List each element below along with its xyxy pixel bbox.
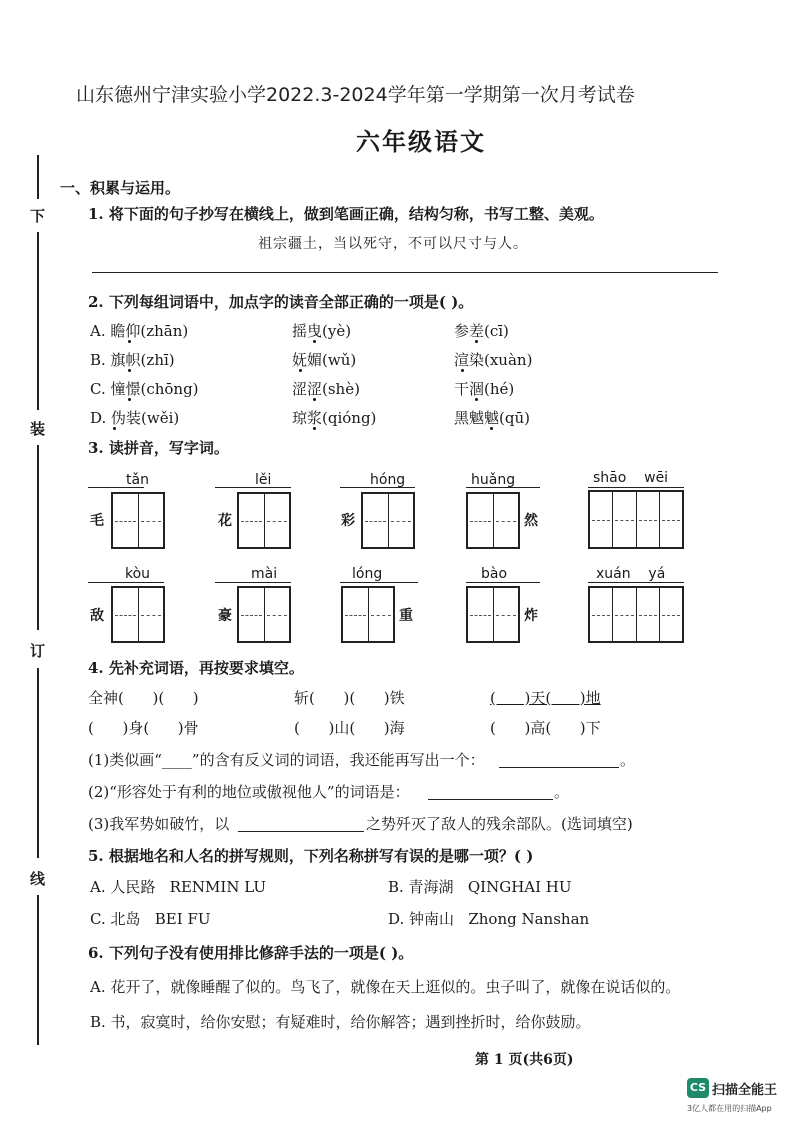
q4-sub2-blank[interactable] [428,799,553,800]
scanner-brand: 扫描全能王 [712,1083,778,1098]
q5-stem: 5. 根据地名和人名的拼写规则，下列名称拼写有误的是哪一项？( ) [88,847,534,865]
q6-option-b: B. 书，寂寞时，给你安慰；有疑难时，给你解答；遇到挫折时，给你鼓励。 [90,1013,591,1031]
binding-line-2 [37,445,39,630]
char-grid[interactable] [588,490,684,549]
q4-stem: 4. 先补充词语，再按要求填空。 [88,659,304,677]
pinyin-line [588,582,684,583]
emphasis-dot [475,398,478,401]
q2-a-1: A. 瞻仰(zhān) [90,322,189,340]
q2-c-1: C. 憧憬(chōng) [90,380,199,398]
pinyin-label: hóng [370,472,406,488]
pinyin-label: mài [251,566,278,582]
q4-word: ( )高( )下 [490,719,601,737]
char-grid[interactable] [341,586,395,643]
margin-label-bind: 装 [30,420,46,438]
subject-title: 六年级语文 [356,127,486,156]
q3-char: 敌 [90,608,104,624]
emphasis-dot [313,340,316,343]
q4-sub1-blank[interactable] [499,767,619,768]
q4-sub2: (2)“形容处于有利的地位或傲视他人”的词语是： [88,783,410,801]
q2-d-2: 琼浆(qióng) [292,409,377,427]
emphasis-dot [475,340,478,343]
q3-char: 重 [399,608,413,624]
pinyin-line [88,582,164,583]
q6-option-a: A. 花开了，就像睡醒了似的。鸟飞了，就像在天上逛似的。虫子叫了，就像在说话似的。 [90,978,681,996]
emphasis-dot [113,427,116,430]
q4-word: 全神( )( ) [88,689,199,707]
q1-sentence: 祖宗疆土，当以死守，不可以尺寸与人。 [258,236,528,252]
binding-line-top [37,155,39,199]
pinyin-label: lóng [352,566,383,582]
scanner-slogan: 3亿人都在用的扫描App [687,1104,772,1113]
q2-b-3: 渲染(xuàn) [454,351,533,369]
pinyin-label: bào [481,566,508,582]
q4-sub1-end: 。 [620,751,636,769]
emphasis-dot [461,369,464,372]
exam-title: 山东德州宁津实验小学2022.3-2024学年第一学期第一次月考试卷 [76,84,635,106]
section-heading: 一、积累与运用。 [60,179,181,197]
char-grid[interactable] [466,492,520,549]
q3-char: 毛 [90,513,104,529]
q3-char: 花 [218,513,232,529]
q5-option-d: D. 钟南山 Zhong Nanshan [388,910,590,928]
char-grid[interactable] [466,586,520,643]
q4-word: 斩( )( )铁 [294,689,405,707]
q3-char: 豪 [218,608,232,624]
binding-line-4 [37,895,39,1045]
pinyin-label: tǎn [126,472,149,488]
pinyin-label: xuán yá [596,566,666,582]
q2-a-2: 摇曳(yè) [292,322,352,340]
q6-stem: 6. 下列句子没有使用排比修辞手法的一项是( )。 [88,944,414,962]
q2-d-1: D. 伪装(wěi) [90,409,180,427]
pinyin-line [466,582,540,583]
q2-b-1: B. 旗帜(zhī) [90,351,175,369]
q3-stem: 3. 读拼音，写字词。 [88,439,229,457]
char-grid[interactable] [111,586,165,643]
emphasis-dot [490,427,493,430]
q2-c-3: 干涸(hé) [454,380,515,398]
pinyin-line [588,487,684,488]
pinyin-line [215,582,291,583]
q2-c-2: 涩涩(shè) [292,380,360,398]
q2-stem: 2. 下列每组词语中，加点字的读音全部正确的一项是( )。 [88,293,474,311]
char-grid[interactable] [588,586,684,643]
q3-char: 炸 [524,608,538,624]
q5-option-a: A. 人民路 RENMIN LU [90,878,267,896]
q4-sub3-b: 之势歼灭了敌人的残余部队。(选词填空) [366,815,633,833]
scanner-logo: CS [687,1078,709,1098]
emphasis-dot [128,369,131,372]
q5-option-b: B. 青海湖 QINGHAI HU [388,878,572,896]
char-grid[interactable] [237,492,291,549]
pinyin-label: shāo wēi [593,470,669,486]
q2-a-3: 参差(cī) [454,322,509,340]
q3-char: 彩 [341,513,355,529]
emphasis-dot [313,427,316,430]
q4-sub3-blank[interactable] [238,831,364,832]
emphasis-dot [128,398,131,401]
q2-d-3: 黑魆魆(qū) [454,409,530,427]
q4-sub1: (1)类似画“____”的含有反义词的词语，我还能再写出一个： [88,751,485,769]
q4-word: ( )天( )地 [490,689,601,707]
pinyin-label: huǎng [471,472,516,488]
q2-b-2: 妩媚(wǔ) [292,351,357,369]
page-number: 第 1 页(共6页) [475,1052,574,1068]
pinyin-line [340,582,418,583]
emphasis-dot [299,369,302,372]
char-grid[interactable] [361,492,415,549]
emphasis-dot [128,340,131,343]
q4-word: ( )山( )海 [294,719,405,737]
binding-line-1 [37,232,39,410]
pinyin-label: kòu [125,566,151,582]
q4-sub2-end: 。 [554,783,570,801]
char-grid[interactable] [237,586,291,643]
pinyin-label: lěi [255,472,272,488]
margin-label-line: 线 [30,870,46,888]
binding-line-3 [37,668,39,858]
emphasis-dot [313,398,316,401]
margin-label-down: 下 [30,207,46,225]
q4-sub3-a: (3)我军势如破竹，以 [88,815,230,833]
q3-char: 然 [524,513,538,529]
q1-writing-line[interactable] [92,272,718,273]
margin-label-order: 订 [30,642,46,660]
q5-option-c: C. 北岛 BEI FU [90,910,211,928]
char-grid[interactable] [111,492,165,549]
q1-stem: 1. 将下面的句子抄写在横线上，做到笔画正确，结构匀称，书写工整、美观。 [88,205,604,223]
q4-word: ( )身( )骨 [88,719,199,737]
pinyin-line [215,487,291,488]
